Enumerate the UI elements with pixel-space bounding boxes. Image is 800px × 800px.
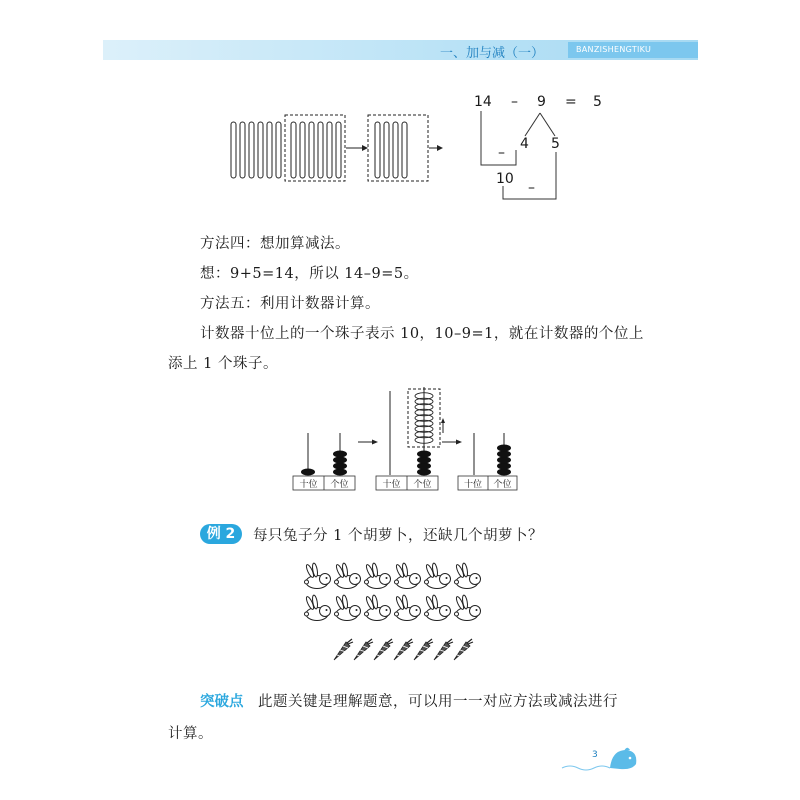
stick-bundle-left xyxy=(231,122,281,178)
rabbits-row2 xyxy=(305,595,481,621)
method5-body-line1: 计数器十位上的一个珠子表示 10，10–9=1，就在计数器的个位上 xyxy=(200,326,644,342)
abacus-label-ones: 个位 xyxy=(413,480,432,490)
split-part-b: 5 xyxy=(551,136,560,152)
method4-title: 方法四：想加算减法。 xyxy=(200,236,350,252)
equation-minuend: 14 xyxy=(474,94,492,110)
breakthrough-label: 突破点 xyxy=(200,693,244,710)
method5-body-line2: 添上 1 个珠子。 xyxy=(168,356,278,372)
page-number: 3 xyxy=(592,750,598,760)
footer-wave-decoration xyxy=(560,744,640,774)
example-badge: 例 2 xyxy=(200,524,242,544)
minus-sign-bottom: – xyxy=(528,180,535,196)
equation-equals: = xyxy=(565,94,577,110)
split-part-a: 4 xyxy=(520,136,529,152)
method5-title: 方法五：利用计数器计算。 xyxy=(200,296,380,312)
abacus-label-tens: 十位 xyxy=(382,480,401,490)
sticks-diagram xyxy=(225,110,445,190)
rabbits-row1 xyxy=(305,563,481,589)
carrots-row xyxy=(334,639,473,660)
minus-sign-left: – xyxy=(498,145,505,161)
example-question: 每只兔子分 1 个胡萝卜，还缺几个胡萝卜？ xyxy=(253,528,543,544)
breakthrough-text-continued: 计算。 xyxy=(168,726,213,742)
abacus-label-tens: 十位 xyxy=(299,480,318,490)
abacus-label-tens: 十位 xyxy=(463,480,482,490)
split-connector-lines xyxy=(470,108,570,203)
equation-subtrahend: 9 xyxy=(537,94,546,110)
chapter-title: 一、加与减（一） xyxy=(440,46,545,61)
abacus-label-ones: 个位 xyxy=(493,480,512,490)
series-name-tag: BANZISHENGTIKU xyxy=(568,42,698,58)
equation-minus: – xyxy=(511,94,518,110)
rabbits-carrots-illustration xyxy=(300,562,500,667)
method4-body: 想：9+5=14，所以 14–9=5。 xyxy=(200,266,419,282)
abacus-label-ones: 个位 xyxy=(330,480,349,490)
equation-result: 5 xyxy=(593,94,602,110)
abacus-borrow xyxy=(376,387,445,490)
ten-value: 10 xyxy=(496,171,514,187)
breakthrough-text: 此题关键是理解题意，可以用一一对应方法或减法进行 xyxy=(258,694,618,710)
